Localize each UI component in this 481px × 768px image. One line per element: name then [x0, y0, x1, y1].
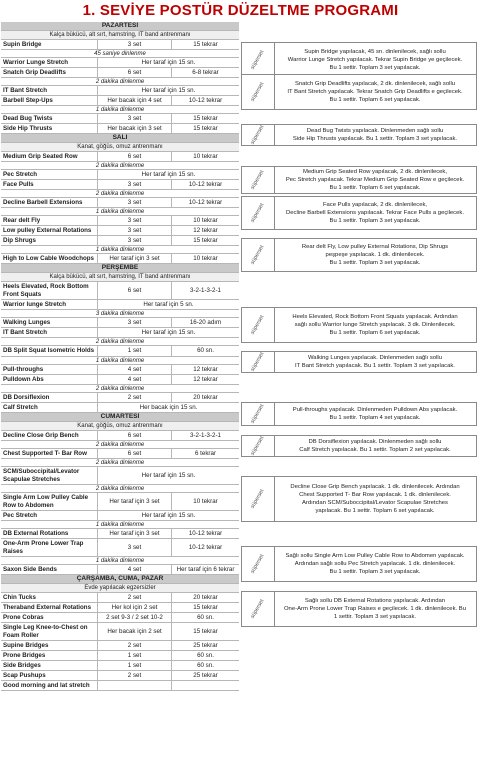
rest-row	[1, 162, 239, 170]
exercise-reps: 6-8 tekrar	[171, 68, 239, 77]
exercise-name: Walking Lunges	[3, 318, 51, 326]
rest-row	[1, 50, 239, 58]
rest-row	[1, 246, 239, 254]
day-header	[1, 134, 239, 143]
superset-note	[241, 591, 477, 627]
exercise-sets: 3 set	[97, 40, 171, 49]
exercise-sets: 3 set	[97, 539, 171, 556]
rest-label: 1 dakika dinlenme	[95, 522, 145, 528]
superset-tag	[242, 477, 275, 521]
superset-note	[241, 351, 477, 373]
exercise-sets: Her bacak için 3 set	[97, 124, 171, 133]
superset-note	[241, 124, 477, 146]
exercise-name: Snatch Grip Deadlifts	[3, 68, 66, 76]
superset-line: Chest Supported T- Bar Row yapılacak. 1 dk. dinlenilecek.	[299, 492, 451, 498]
superset-text	[276, 352, 474, 372]
exercise-name: Warrior lunge Stretch	[3, 300, 67, 308]
superset-text	[276, 547, 474, 581]
superset-line: Decline Close Grip Bench yapılacak. 1 dk. dinlenilecek. Ardından	[290, 484, 460, 490]
day-focus	[1, 584, 239, 593]
day-header-label: PAZARTESİ	[101, 22, 139, 29]
exercise-name: Chin Tucks	[3, 593, 36, 601]
exercise-row	[1, 641, 239, 651]
superset-line: Walking Lunges yapılacak. Dinlenmeden sağlı sollu	[307, 355, 443, 361]
exercise-row	[1, 603, 239, 613]
superset-line: Snatch Grip Deadlifts yapılacak, 2 dk. dinlenilecek, sağlı sollu	[294, 81, 456, 87]
rest-label: 2 dakika dinlenme	[95, 442, 145, 448]
rest-label: 1 dakika dinlenme	[95, 558, 145, 564]
exercise-row	[1, 170, 239, 180]
exercise-duration: Her taraf için 15 sn.	[97, 511, 239, 520]
exercise-reps: 60 sn.	[171, 651, 239, 660]
exercise-name: IT Bant Stretch	[3, 86, 48, 94]
exercise-row	[1, 661, 239, 671]
exercise-name: Pull-throughs	[3, 365, 44, 373]
exercise-name: Side Hip Thrusts	[3, 124, 53, 132]
superset-line: sağlı sollu Warrior lunge Stretch yapılacak. 3 dk. Dinlenilecek.	[294, 322, 456, 328]
superset-line: Warrior Lunge Stretch yapılacak. Tekrar Supin Bridge ye geçilecek.	[287, 57, 463, 63]
exercise-reps: 15 tekrar	[171, 623, 239, 640]
exercise-row	[1, 226, 239, 236]
exercise-row	[1, 300, 239, 310]
superset-note	[241, 435, 477, 457]
exercise-sets: 3 set	[97, 226, 171, 235]
superset-text	[276, 125, 474, 145]
exercise-name: Supin Bridge	[3, 40, 42, 48]
superset-note	[241, 166, 477, 194]
exercise-reps: 15 tekrar	[171, 603, 239, 612]
rest-row	[1, 485, 239, 493]
superset-text	[276, 43, 474, 77]
superset-line: Dead Bug Twists yapılacak. Dinlenmeden sağlı sollu	[306, 128, 444, 134]
exercise-sets: Her taraf için 3 set	[97, 529, 171, 538]
superset-tag-label: süperset	[250, 124, 266, 146]
exercise-row	[1, 114, 239, 124]
exercise-name: SCM/Suboccipital/Levator Scapulae Stretches	[3, 468, 80, 483]
exercise-duration: Her taraf için 15 sn.	[97, 58, 239, 67]
exercise-row	[1, 431, 239, 441]
superset-tag-label: süperset	[250, 488, 266, 510]
exercise-duration: Her bacak için 15 sn.	[97, 403, 239, 412]
exercise-sets: Her taraf için 3 set	[97, 254, 171, 263]
exercise-sets: 6 set	[97, 449, 171, 458]
exercise-name: Side Bridges	[3, 661, 41, 669]
exercise-sets: Her kol için 2 set	[97, 603, 171, 612]
superset-line: Bu 1 settir. Toplam 6 set yapılacak.	[329, 97, 421, 103]
day-header	[1, 264, 239, 273]
exercise-name: High to Low Cable Woodchops	[3, 254, 94, 262]
exercise-reps: 60 sn.	[171, 613, 239, 622]
superset-line: Bu 1 settir. Toplam 4 set yapılacak.	[329, 415, 421, 421]
exercise-row	[1, 613, 239, 623]
rest-label: 2 dakika dinlenme	[95, 163, 145, 169]
exercise-sets: 3 set	[97, 216, 171, 225]
superset-line: 1 settir. Toplam 3 set yapılacak.	[333, 614, 417, 620]
exercise-name: Prone Cobras	[3, 613, 44, 621]
exercise-reps: 20 tekrar	[171, 593, 239, 602]
superset-text	[276, 197, 474, 229]
exercise-sets: 6 set	[97, 152, 171, 161]
exercise-reps: Her taraf için 6 tekrar	[171, 565, 239, 574]
exercise-row	[1, 511, 239, 521]
exercise-sets: 2 set	[97, 593, 171, 602]
superset-text	[276, 477, 474, 521]
exercise-row	[1, 180, 239, 190]
exercise-sets: 3 set	[97, 180, 171, 189]
exercise-reps: 60 sn.	[171, 346, 239, 356]
superset-tag	[242, 352, 275, 372]
superset-line: yapılacak. Bu 1 settir. Toplam 6 set yapılacak.	[315, 508, 435, 514]
exercise-reps: 12 tekrar	[171, 226, 239, 235]
day-focus-label: Evde yapılacak egzersizler	[84, 585, 156, 591]
superset-tag-label: süperset	[250, 435, 266, 457]
exercise-name: Pec Stretch	[3, 511, 38, 519]
exercise-name: Medium Grip Seated Row	[3, 152, 78, 160]
exercise-reps: 16-20 adım	[171, 318, 239, 327]
rest-row	[1, 385, 239, 393]
exercise-name: Heels Elevated, Rock Bottom Front Squats	[3, 283, 89, 298]
exercise-row	[1, 449, 239, 459]
day-focus	[1, 422, 239, 431]
exercise-name: IT Bant Stretch	[3, 328, 48, 336]
exercise-row	[1, 198, 239, 208]
exercise-reps: 6 tekrar	[171, 449, 239, 458]
superset-line: Pec Stretch yapılacak. Tekrar Medium Grip Seated Row e geçilecek.	[285, 177, 465, 183]
exercise-name: Dip Shrugs	[3, 236, 37, 244]
superset-note	[241, 238, 477, 272]
rest-label: 1 dakika dinlenme	[95, 247, 145, 253]
exercise-sets: 3 set	[97, 114, 171, 123]
exercise-reps: 10-12 tekrar	[171, 180, 239, 189]
exercise-sets: 3 set	[97, 198, 171, 207]
superset-tag	[242, 239, 275, 271]
superset-line: IT Bant Stretch yapılacak. Tekrar Snatch Grip Deadlifts e geçilecek.	[287, 89, 463, 95]
day-header	[1, 413, 239, 422]
superset-line: Sağlı sollu Single Arm Low Pulley Cable Row to Abdomen yapılacak.	[285, 553, 465, 559]
superset-tag	[242, 403, 275, 425]
superset-tag-label: süperset	[250, 81, 266, 103]
exercise-row	[1, 152, 239, 162]
rest-label: 1 dakika dinlenme	[95, 358, 145, 364]
day-focus	[1, 143, 239, 152]
exercise-reps: 12 tekrar	[171, 365, 239, 374]
day-header	[1, 22, 239, 31]
exercise-name: Face Pulls	[3, 180, 34, 188]
superset-note	[241, 74, 477, 110]
superset-tag	[242, 167, 275, 193]
exercise-reps: 12 tekrar	[171, 375, 239, 384]
superset-line: Bu 1 settir. Toplam 6 set yapılacak.	[329, 185, 421, 191]
rest-row	[1, 106, 239, 114]
rest-row	[1, 208, 239, 216]
superset-text	[276, 308, 474, 342]
exercise-reps: 20 tekrar	[171, 393, 239, 402]
exercise-name: Single Arm Low Pulley Cable Row to Abdomen	[3, 494, 89, 509]
superset-tag-label: süperset	[250, 351, 266, 373]
exercise-name: Barbell Step-Ups	[3, 96, 53, 104]
superset-line: IT Bant Stretch yapılacak. Bu 1 settir. Toplam 3 set yapılacak.	[295, 363, 455, 369]
exercise-row	[1, 86, 239, 96]
exercise-row	[1, 124, 239, 134]
exercise-sets: 6 set	[97, 431, 171, 440]
exercise-reps: 25 tekrar	[171, 641, 239, 650]
superset-tag-label: süperset	[250, 598, 266, 620]
superset-line: Bu 1 settir. Toplam 3 set yapılacak.	[329, 218, 421, 224]
rest-row	[1, 459, 239, 467]
superset-tag-label: süperset	[250, 403, 266, 425]
exercise-row	[1, 493, 239, 511]
superset-line: Bu 1 settir. Toplam 6 set yapılacak.	[329, 330, 421, 336]
exercise-name: Single Leg Knee-to-Chest on Foam Roller	[3, 624, 88, 639]
exercise-reps: 10 tekrar	[171, 152, 239, 161]
exercise-row	[1, 96, 239, 106]
exercise-name: DB Split Squat Isometric Holds	[3, 347, 95, 355]
exercise-sets: 4 set	[97, 365, 171, 374]
exercise-sets: 4 set	[97, 565, 171, 574]
superset-tag-label: süperset	[250, 49, 266, 71]
superset-line: Side Hip Thrusts yapılacak. Bu 1 settir. Toplam 3 set yapılacak.	[292, 136, 458, 142]
superset-line: Sağlı sollu DB External Rotations yapılacak. Ardından	[304, 598, 446, 604]
superset-text	[276, 436, 474, 456]
superset-text	[276, 403, 474, 425]
exercise-row	[1, 328, 239, 338]
exercise-name: Warrior Lunge Stretch	[3, 58, 69, 66]
exercise-name: Dead Bug Twists	[3, 114, 53, 122]
exercise-reps: 3-2-1-3-2-1	[171, 282, 239, 299]
superset-tag	[242, 308, 275, 342]
exercise-name: Supine Bridges	[3, 641, 49, 649]
superset-note	[241, 196, 477, 230]
superset-tag-label: süperset	[250, 314, 266, 336]
exercise-sets: Her bacak için 4 set	[97, 96, 171, 105]
rest-row	[1, 357, 239, 365]
exercise-row	[1, 623, 239, 641]
exercise-reps: 15 tekrar	[171, 124, 239, 133]
exercise-row	[1, 365, 239, 375]
exercise-sets: 3 set	[97, 236, 171, 245]
exercise-sets: Her bacak için 2 set	[97, 623, 171, 640]
exercise-row	[1, 282, 239, 300]
superset-line: Ardından sağlı sollu Pec Stretch yapılacak. 1 dk. dinlenilecek.	[294, 561, 456, 567]
exercise-name: DB External Rotations	[3, 529, 69, 537]
exercise-reps: 10 tekrar	[171, 216, 239, 225]
superset-line: Bu 1 settir. Toplam 3 set yapılacak.	[329, 569, 421, 575]
exercise-row	[1, 254, 239, 264]
exercise-row	[1, 68, 239, 78]
exercise-sets: 1 set	[97, 346, 171, 356]
program-table	[1, 22, 239, 691]
superset-text	[276, 167, 474, 193]
rest-row	[1, 557, 239, 565]
rest-label: 2 dakika dinlenme	[95, 386, 145, 392]
exercise-duration: Her taraf için 15 sn.	[97, 86, 239, 95]
exercise-row	[1, 671, 239, 681]
superset-tag	[242, 125, 275, 145]
superset-note	[241, 546, 477, 582]
exercise-row	[1, 58, 239, 68]
exercise-name: Pec Stretch	[3, 170, 38, 178]
rest-label: 1 dakika dinlenme	[95, 107, 145, 113]
day-focus-label: Kanat, göğüs, omuz antrenmanı	[77, 144, 163, 150]
exercise-duration: Her taraf için 15 sn.	[97, 170, 239, 179]
exercise-row	[1, 216, 239, 226]
superset-line: Decline Barbell Extensions yapılacak. Tekrar Face Pulls a geçilecek.	[285, 210, 464, 216]
exercise-name: One-Arm Prone Lower Trap Raises	[3, 540, 84, 555]
rest-label: 45 saniye dinlenme	[94, 51, 146, 57]
exercise-sets: 2 set	[97, 671, 171, 680]
superset-line: Rear delt Fly, Low pulley External Rotations, Dip Shrugs	[301, 244, 449, 250]
superset-line: DB Dorsiflexion yapılacak. Dinlenmeden sağlı sollu	[308, 439, 442, 445]
exercise-sets: 1 set	[97, 661, 171, 670]
exercise-row	[1, 681, 239, 691]
day-header-label: PERŞEMBE	[101, 264, 139, 271]
exercise-name: Theraband External Rotations	[3, 603, 92, 611]
superset-tag-label: süperset	[250, 553, 266, 575]
superset-text	[276, 239, 474, 271]
rest-label: 1 dakika dinlenme	[95, 209, 145, 215]
superset-note	[241, 476, 477, 522]
superset-tag	[242, 547, 275, 581]
rest-label: 2 dakika dinlenme	[95, 460, 145, 466]
exercise-reps: 15 tekrar	[171, 114, 239, 123]
exercise-duration: Her taraf için 5 sn.	[97, 300, 239, 309]
exercise-row	[1, 393, 239, 403]
superset-text	[276, 75, 474, 109]
exercise-row	[1, 539, 239, 557]
exercise-reps: 3-2-1-3-2-1	[171, 431, 239, 440]
rest-row	[1, 310, 239, 318]
superset-note	[241, 402, 477, 426]
exercise-reps: 10-12 tekrar	[171, 198, 239, 207]
superset-line: peşpeşe yapılacak. 1 dk. dinlenilecek.	[325, 252, 425, 258]
exercise-name: Low pulley External Rotations	[3, 226, 92, 234]
exercise-name: Good morning and lat stretch	[3, 681, 90, 689]
page-title: 1. SEVİYE POSTÜR DÜZELTME PROGRAMI	[82, 2, 399, 19]
exercise-name: Chest Supported T- Bar Row	[3, 449, 87, 457]
rest-row	[1, 338, 239, 346]
exercise-duration: Her taraf için 15 sn.	[97, 328, 239, 337]
superset-tag-label: süperset	[250, 202, 266, 224]
superset-line: Bu 1 settir. Toplam 3 set yapılacak.	[329, 65, 421, 71]
exercise-name: Decline Close Grip Bench	[3, 431, 79, 439]
superset-line: One-Arm Prone Lower Trap Raises e geçilecek. 1 dk. dinlenilecek. Bu	[283, 606, 467, 612]
day-header	[1, 575, 239, 584]
rest-row	[1, 78, 239, 86]
superset-tag	[242, 75, 275, 109]
exercise-reps: 10-12 tekrar	[171, 539, 239, 556]
exercise-reps: 10 tekrar	[171, 493, 239, 510]
exercise-row	[1, 593, 239, 603]
superset-tag	[242, 436, 275, 456]
rest-row	[1, 441, 239, 449]
rest-label: 2 dakika dinlenme	[95, 79, 145, 85]
day-header-label: SALI	[112, 134, 128, 141]
superset-line: Ardından SCM/Suboccipital/Levator Scapulae Stretches	[301, 500, 449, 506]
rest-row	[1, 190, 239, 198]
exercise-row	[1, 346, 239, 357]
exercise-row	[1, 236, 239, 246]
exercise-sets: 6 set	[97, 68, 171, 77]
superset-tag-label: süperset	[250, 169, 266, 191]
superset-note	[241, 307, 477, 343]
exercise-name: Calf Stretch	[3, 403, 38, 411]
exercise-reps: 10-12 tekrar	[171, 529, 239, 538]
exercise-sets: 2 set	[97, 393, 171, 402]
exercise-sets: 4 set	[97, 375, 171, 384]
exercise-row	[1, 40, 239, 50]
exercise-name: Pulldown Abs	[3, 375, 44, 383]
exercise-row	[1, 565, 239, 575]
exercise-name: Saxon Side Bends	[3, 565, 57, 573]
superset-line: Supin Bridge yapılacak, 45 sn. dinlenilecek, sağlı sollu	[304, 49, 446, 55]
exercise-sets: 3 set	[97, 318, 171, 327]
exercise-reps	[171, 681, 239, 690]
exercise-reps: 60 sn.	[171, 661, 239, 670]
superset-line: Pull-throughs yapılacak. Dinlenmeden Pulldown Abs yapılacak.	[292, 407, 458, 413]
superset-line: Face Pulls yapılacak, 2 dk. dinlenilecek,	[322, 202, 428, 208]
exercise-row	[1, 403, 239, 413]
superset-line: Heels Elevated, Rock Bottom Front Squats yapılacak. Ardından	[292, 314, 458, 320]
day-focus-label: Kanat, göğüs, omuz antrenmanı	[77, 423, 163, 429]
superset-line: Bu 1 settir. Toplam 3 set yapılacak.	[329, 260, 421, 266]
exercise-reps: 10 tekrar	[171, 254, 239, 263]
superset-tag	[242, 592, 275, 626]
exercise-reps: 15 tekrar	[171, 40, 239, 49]
superset-text	[276, 592, 474, 626]
exercise-row	[1, 375, 239, 385]
rest-label: 2 dakika dinlenme	[95, 191, 145, 197]
rest-label: 3 dakika dinlenme	[95, 311, 145, 317]
day-header-label: ÇARŞAMBA, CUMA, PAZAR	[76, 575, 164, 582]
exercise-name: Rear delt Fly	[3, 216, 41, 224]
superset-tag	[242, 197, 275, 229]
exercise-duration: Her taraf için 15 sn.	[97, 467, 239, 484]
exercise-sets: 6 set	[97, 282, 171, 299]
exercise-name: Prone Bridges	[3, 651, 46, 659]
day-focus	[1, 273, 239, 282]
day-header-label: CUMARTESİ	[100, 413, 140, 420]
superset-tag-label: süperset	[250, 244, 266, 266]
rest-row	[1, 521, 239, 529]
exercise-reps: 25 tekrar	[171, 671, 239, 680]
superset-note	[241, 42, 477, 78]
day-focus-label: Kalça bükücü, alt sırt, hamstring, IT band antrenmanı	[49, 32, 191, 38]
exercise-reps: 15 tekrar	[171, 236, 239, 245]
exercise-name: Scap Pushups	[3, 671, 46, 679]
exercise-name: Decline Barbell Extensions	[3, 198, 83, 206]
day-focus-label: Kalça bükücü, alt sırt, hamstring, IT band antrenmanı	[49, 274, 191, 280]
superset-line: Calf Stretch yapılacak. Bu 1 settir. Toplam 2 set yapılacak.	[299, 447, 451, 453]
exercise-row	[1, 529, 239, 539]
exercise-reps: 10-12 tekrar	[171, 96, 239, 105]
day-focus	[1, 31, 239, 40]
exercise-sets: 2 set	[97, 641, 171, 650]
rest-label: 2 dakika dinlenme	[95, 486, 145, 492]
exercise-row	[1, 467, 239, 485]
exercise-sets: Her taraf için 3 set	[97, 493, 171, 510]
exercise-sets	[97, 681, 171, 690]
exercise-sets: 1 set	[97, 651, 171, 660]
exercise-name: DB Dorsiflexion	[3, 393, 50, 401]
exercise-sets: 2 set 9-3 / 2 set 10-2	[97, 613, 171, 622]
superset-line: Medium Grip Seated Row yapılacak, 2 dk. dinlenilecek,	[302, 169, 448, 175]
exercise-row	[1, 651, 239, 661]
exercise-row	[1, 318, 239, 328]
superset-tag	[242, 43, 275, 77]
rest-label: 2 dakika dinlenme	[95, 339, 145, 345]
